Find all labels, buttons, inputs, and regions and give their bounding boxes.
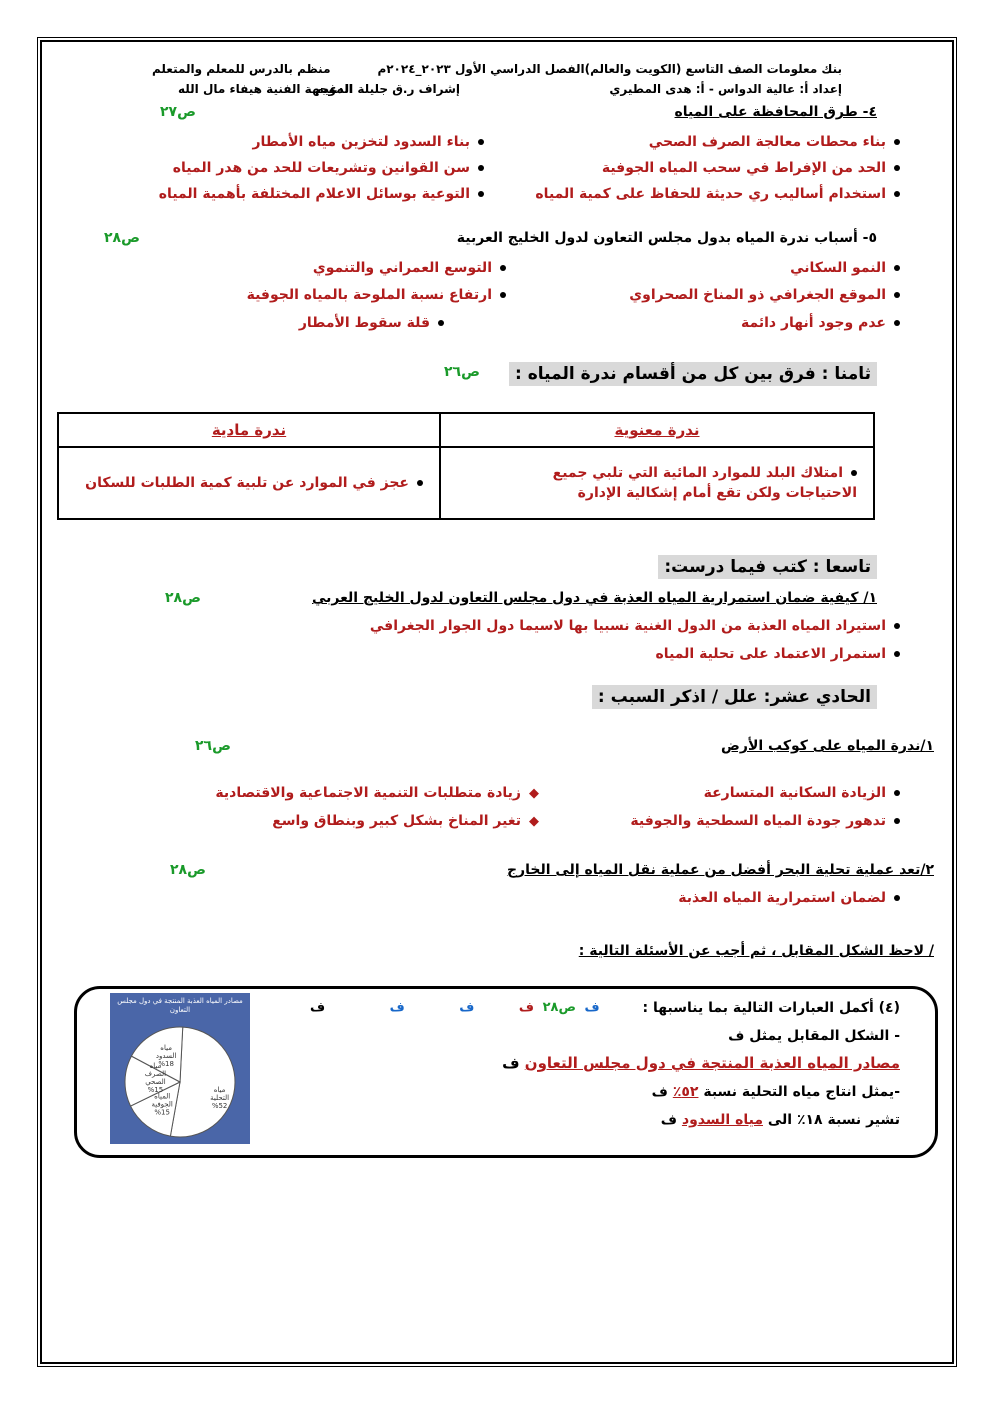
section5-item-l3: قلة سقوط الأمطار [299, 315, 444, 331]
eighth-page: ص٢٦ [444, 364, 480, 380]
eleventh-q1-r2: تدهور جودة المياه السطحية والجوفية [630, 813, 900, 829]
pie-label: مياه التحلية %52 [210, 1085, 230, 1110]
header-title: بنك معلومات الصف التاسع (الكويت والعالم)الفصل الدراسي الأول ٢٠٢٣_٢٠٢٤م [377, 62, 842, 76]
ninth-item-1: استيراد المياه العذبة من الدول الغنية نسبيا بها لاسيما دول الجوار الجغرافي [370, 618, 900, 634]
eleventh-q1-l2: ◆تغير المناخ بشكل كبير وبنطاق واسع [272, 813, 539, 829]
table-cell-moral: امتلاك البلد للموارد المائية التي تلبي جميع الاحتياجات ولكن تقع أمام إشكالية الإدارة [440, 447, 874, 519]
eighth-title: ثامنا : فرق بين كل من أقسام ندرة المياه : [509, 362, 877, 386]
eleventh-q1-l1: ◆زيادة متطلبات التنمية الاجتماعية والاقتصادية [215, 785, 539, 801]
header-supervisor: إشراف ر.ق جليلة الدغيم [315, 82, 460, 96]
pie-chart-title: مصادر المياه العذبة المنتجة في دول مجلس التعاون [117, 997, 243, 1014]
eleventh-title: الحادي عشر: علل / اذكر السبب : [592, 685, 877, 709]
table-head-physical: ندرة مادية [58, 413, 440, 447]
section4-item-l2: سن القوانين وتشريعات للحد من هدر المياه [173, 160, 484, 176]
figure-instruction: / لاحظ الشكل المقابل ، ثم أجب عن الأسئلة التالية : [578, 943, 934, 959]
figure-line3: -يمثل انتاج مياه التحلية نسبة ٥٢٪ ف [651, 1084, 900, 1100]
figure-line4: تشير نسبة ١٨٪ الى مياه السدود ف [660, 1112, 900, 1128]
eleventh-q1-page: ص٢٦ [195, 738, 231, 754]
pie-chart-panel [110, 993, 250, 1144]
eleventh-q1-r1: الزيادة السكانية المتسارعة [704, 785, 900, 801]
pie-label: مياه السدود %18 [155, 1044, 177, 1069]
section4-page: ص٢٧ [160, 104, 196, 120]
section4-item-r1: بناء محطات معالجة الصرف الصحي [649, 134, 900, 150]
table-head-moral: ندرة معنوية [440, 413, 874, 447]
figure-q4: (٤) أكمل العبارات التالية بما يناسبها : [642, 1000, 900, 1016]
pie-label: مياه الصرف الصحي %15 [144, 1062, 167, 1095]
pie-label: المياه الجوفية %15 [151, 1092, 173, 1117]
pie-chart [110, 993, 250, 1144]
header-subtitle: منظم بالدرس للمعلم والمتعلم [152, 62, 331, 76]
section4-item-l1: بناء السدود لتخزين مياه الأمطار [252, 134, 484, 150]
section4-item-l3: التوعية بوسائل الاعلام المختلفة بأهمية المياه [159, 186, 484, 202]
eleventh-q2: ٢/تعد عملية تحلية البحر أفضل من عملية نقل المياه إلى الخارج [506, 862, 934, 878]
eleventh-q2-answer: لضمان استمرارية المياه العذبة [678, 890, 900, 906]
header-director: الموجهة الفنية هيفاء مال الله [178, 82, 353, 96]
section4-title: ٤- طرق المحافظة على المياه [674, 104, 877, 120]
scarcity-table [57, 412, 875, 520]
header-prepared-by: إعداد أ: عالية الدواس - أ: هدى المطيري [609, 82, 842, 96]
figure-line1: - الشكل المقابل يمثل ف [728, 1028, 900, 1044]
section4-item-r2: الحد من الإفراط في سحب المياه الجوفية [602, 160, 900, 176]
table-cell-physical: عجز في الموارد عن تلبية كمية الطلبات للسكان [58, 447, 440, 519]
eleventh-q2-page: ص٢٨ [170, 862, 206, 878]
eleventh-q1: ١/ندرة المياه على كوكب الأرض [721, 738, 934, 754]
section4-item-r3: استخدام أساليب ري حديثة للحفاظ على كمية المياه [535, 186, 900, 202]
ninth-q1: ١/ كيفية ضمان استمرارية المياه العذبة في دول مجلس التعاون لدول الخليج العربي [311, 590, 877, 606]
section5-item-r1: النمو السكاني [790, 260, 900, 276]
section5-item-r3: عدم وجود أنهار دائمة [741, 315, 900, 331]
section5-item-l1: التوسع العمراني والتنموي [313, 260, 506, 276]
section5-item-l2: ارتفاع نسبة الملوحة بالمياه الجوفية [247, 287, 506, 303]
ninth-title: تاسعا : كتب فيما درست: [658, 555, 877, 579]
ninth-item-2: استمرار الاعتماد على تحلية المياه [656, 646, 900, 662]
section5-page: ص٢٨ [104, 230, 140, 246]
ninth-page: ص٢٨ [165, 590, 201, 606]
figure-line2: مصادر المياه العذبة المنتجة في دول مجلس التعاون ف [502, 1054, 900, 1072]
section5-title: ٥- أسباب ندرة المياه بدول مجلس التعاون لدول الخليج العربية [456, 230, 877, 246]
section5-item-r2: الموقع الجغرافي ذو المناخ الصحراوي [629, 287, 900, 303]
figure-q4-page: ف ص٢٨ ف ف ف ف [310, 1000, 600, 1015]
